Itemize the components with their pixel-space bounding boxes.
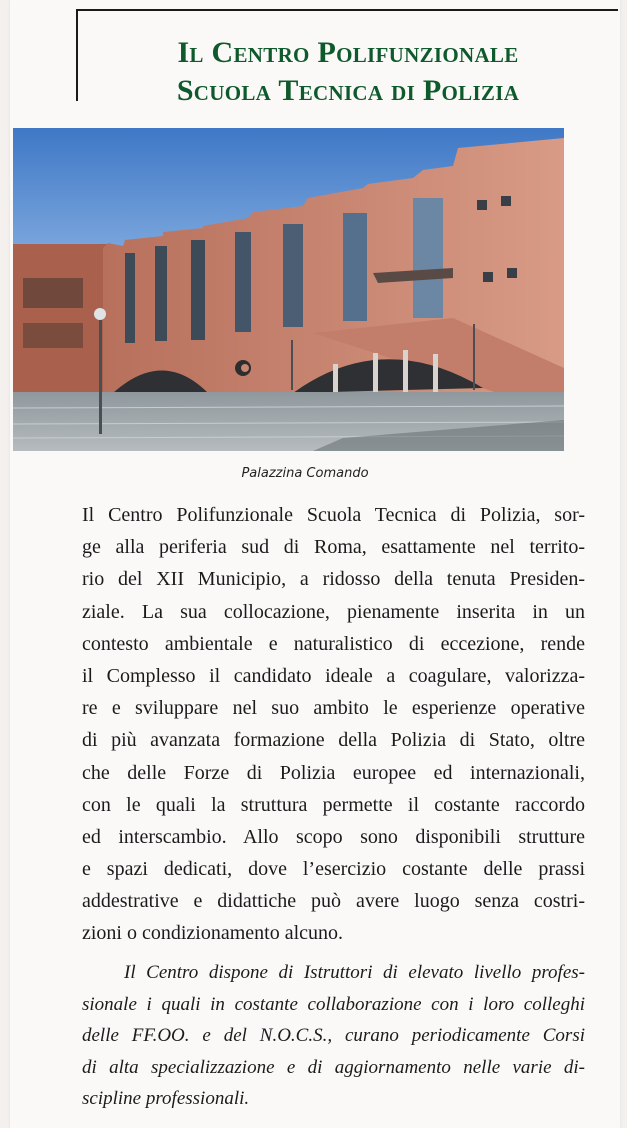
paragraph-line: e spazi dedicati, dove l’esercizio costante delle prassi <box>82 858 585 881</box>
title-frame <box>76 9 618 107</box>
paragraph-line: ed interscambio. Allo scopo sono disponibili strutture <box>82 825 585 848</box>
body-paragraph <box>82 499 585 950</box>
paragraph-line: che delle Forze di Polizia europee ed internazionali, <box>82 761 585 784</box>
italic-paragraph-line: sionale i quali in costante collaborazione con i loro colleghi <box>82 993 585 1015</box>
paragraph-line: rio del XII Municipio, a ridosso della tenuta Presiden- <box>82 568 585 591</box>
italic-paragraph-line: Il Centro dispone di Istruttori di elevato livello profes- <box>124 962 585 983</box>
italic-paragraph <box>82 957 585 1115</box>
italic-paragraph-line: di alta specializzazione e di aggiornamento nelle varie di- <box>82 1056 585 1078</box>
page-title-line-2: Scuola Tecnica di Polizia <box>176 74 520 107</box>
paragraph-line: di più avanzata formazione della Polizia di Stato, oltre <box>82 729 585 752</box>
paragraph-line: con le quali la struttura permette il costante raccordo <box>82 793 585 816</box>
page-title-line-1: Il Centro Polifunzionale <box>177 36 519 69</box>
italic-paragraph-line: delle FF.OO. e del N.O.C.S., curano periodicamente Corsi <box>82 1025 585 1046</box>
paragraph-line: zioni o condizionamento alcuno. <box>82 922 344 945</box>
paragraph-line: ziale. La sua collocazione, pienamente inserita in un <box>82 600 585 623</box>
paragraph-line: re e sviluppare nel suo ambito le esperienze operative <box>82 697 585 720</box>
paragraph-line: il Complesso il candidato ideale a coagulare, valorizza- <box>82 664 585 687</box>
photo-caption: Palazzina Comando <box>241 466 369 481</box>
document-page <box>10 0 620 1128</box>
italic-paragraph-line: scipline professionali. <box>82 1088 250 1109</box>
paragraph-line: ge alla periferia sud di Roma, esattamente nel territo- <box>82 536 585 559</box>
paragraph-line: contesto ambientale e naturalistico di eccezione, rende <box>82 632 585 655</box>
paragraph-line: addestrative e didattiche può avere luogo senza costri- <box>82 890 585 913</box>
paragraph-line: Il Centro Polifunzionale Scuola Tecnica di Polizia, sor- <box>82 504 585 526</box>
building-photo <box>13 128 564 451</box>
